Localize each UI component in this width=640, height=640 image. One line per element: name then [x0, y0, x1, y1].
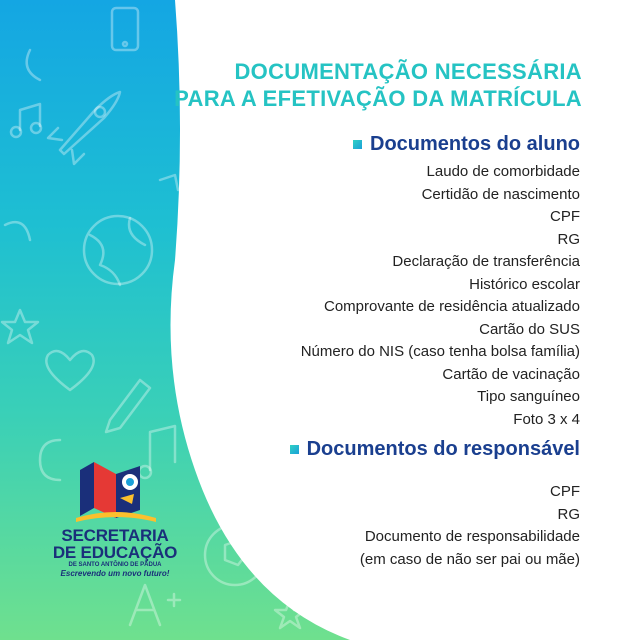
- list-item: Tipo sanguíneo: [477, 388, 580, 405]
- list-item: Cartão de vacinação: [442, 365, 580, 383]
- logo-emblem-icon: [70, 458, 160, 522]
- list-item: Cartão do SUS: [479, 320, 580, 338]
- list-item: (em caso de não ser pai ou mãe): [359, 550, 580, 568]
- list-item: Histórico escolar: [469, 275, 580, 293]
- student-docs-heading: [353, 133, 580, 156]
- list-item: RG: [557, 505, 580, 523]
- list-item: Foto 3 x 4: [513, 410, 580, 428]
- student-docs-heading-label: Documentos do aluno: [370, 133, 580, 155]
- bullet-icon: [353, 140, 362, 149]
- list-item: CPF: [550, 208, 580, 225]
- list-item: Certidão de nascimento: [421, 185, 580, 203]
- list-item: Documento de responsabilidade: [364, 528, 580, 545]
- logo-tagline: Escrevendo um novo futuro!: [60, 569, 170, 578]
- list-item: Declaração de transferência: [392, 253, 580, 270]
- list-item: Laudo de comorbidade: [426, 163, 580, 180]
- title-line-2: PARA A EFETIVAÇÃO DA MATRÍCULA: [174, 86, 582, 111]
- guardian-docs-heading: [290, 438, 580, 461]
- list-item: Número do NIS (caso tenha bolsa família): [300, 343, 580, 360]
- logo-line-3: DE SANTO ANTÔNIO DE PÁDUA: [68, 562, 162, 568]
- list-item: RG: [557, 230, 580, 248]
- page-title: [174, 58, 582, 112]
- guardian-docs-list: [360, 481, 580, 571]
- list-item: Comprovante de residência atualizado: [324, 298, 580, 315]
- list-item: CPF: [550, 483, 580, 500]
- student-docs-list: [301, 161, 580, 431]
- title-line-1: DOCUMENTAÇÃO NECESSÁRIA: [234, 59, 582, 84]
- guardian-docs-heading-label: Documentos do responsável: [306, 438, 580, 460]
- logo-line-1: SECRETARIA: [61, 526, 169, 545]
- logo-line-2: DE EDUCAÇÃO: [52, 543, 178, 562]
- bullet-icon: [290, 445, 299, 454]
- secretaria-logo: [50, 458, 180, 578]
